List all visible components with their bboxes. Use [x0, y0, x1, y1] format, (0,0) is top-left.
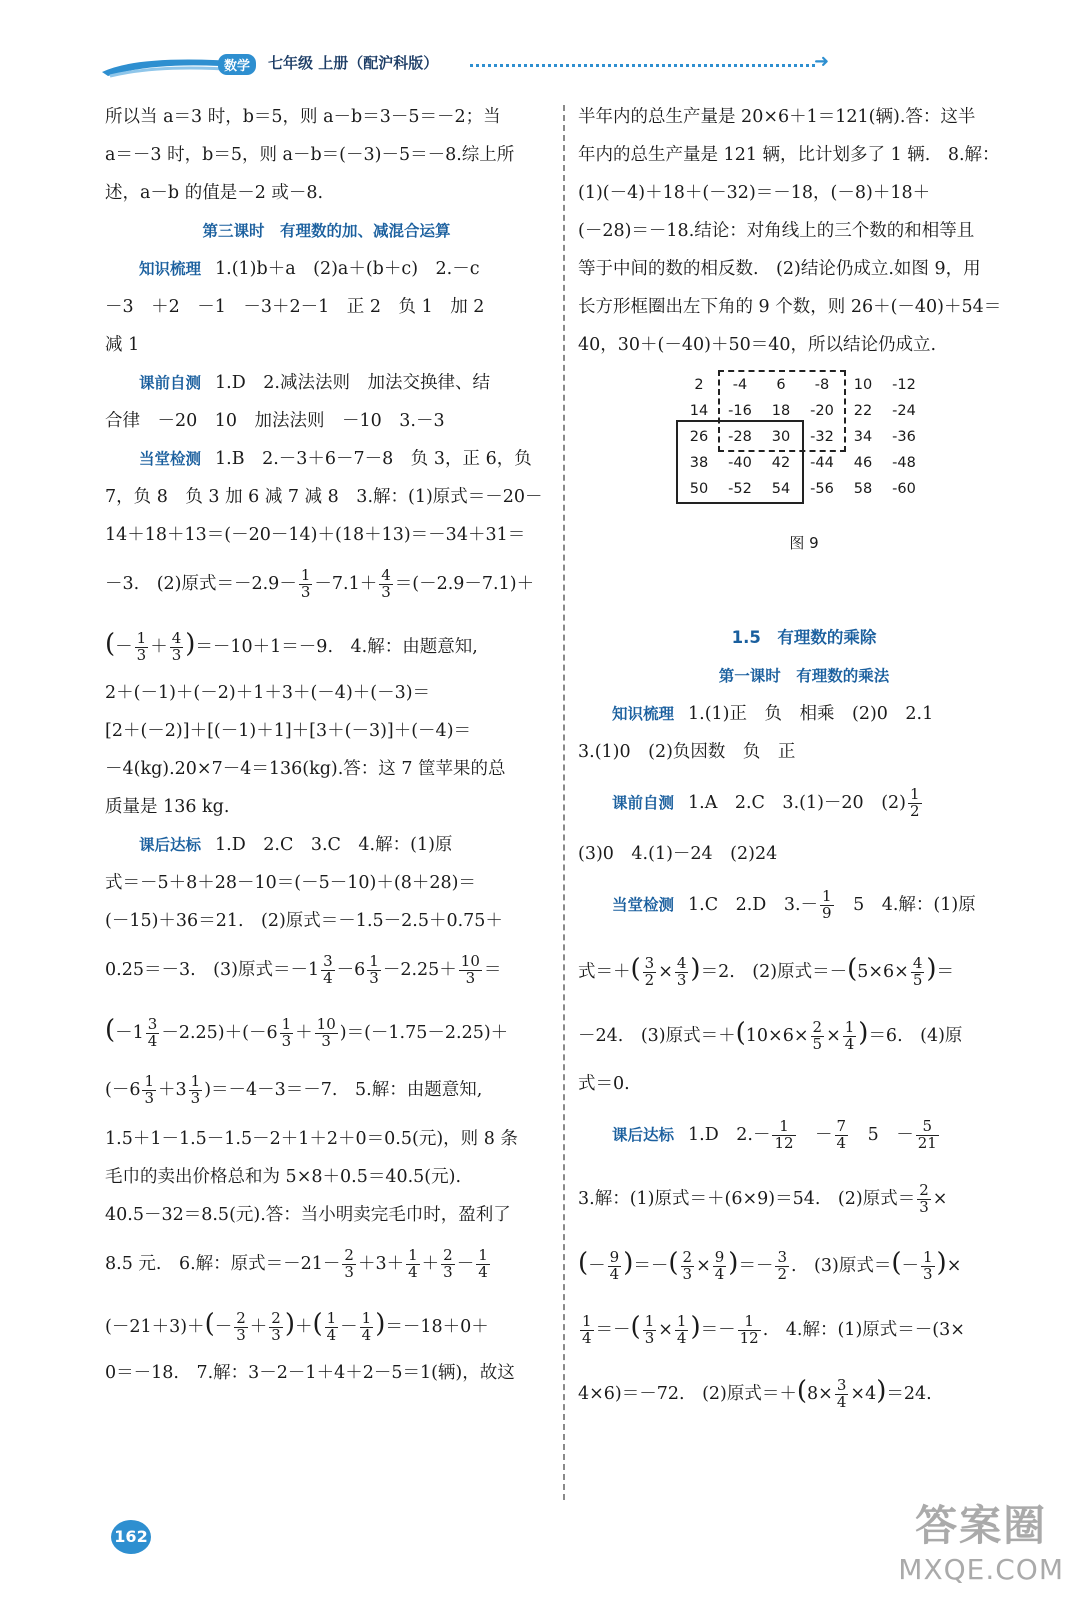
text-line: 述，a－b 的值是－2 或－8.: [105, 183, 324, 203]
subject-badge: 数学: [218, 54, 256, 75]
grid-cell: -60: [892, 481, 916, 497]
math-line: 课前自测 1.A 2.C 3.(1)－20 (2) $\frac{1}{2}$: [578, 771, 1030, 835]
grid-cell: 2: [694, 377, 704, 393]
text-line: 质量是 136 kg.: [105, 797, 230, 817]
grid-cell: -20: [810, 403, 834, 419]
text-line: 课前自测 1.D 2.减法法则 加法交换律、结: [105, 364, 548, 402]
grid-cell: -44: [810, 455, 834, 471]
text-line: 7，负 8 负 3 加 6 减 7 减 8 3.解：(1)原式＝－20－: [105, 487, 543, 507]
math-line: (－1 $\frac{3}{4}$ －2.25)＋(－6 $\frac{1}{3}$ ＋ $\frac{10}{3}$ )＝(－1.75－2.25)＋: [105, 1015, 509, 1050]
grid-cell: -36: [892, 429, 916, 445]
text-line: 毛巾的卖出价格总和为 5×8＋0.5＝40.5(元).: [105, 1167, 462, 1187]
text-line: 知识梳理 1.(1)b＋a (2)a＋(b＋c) 2.－c: [105, 250, 548, 288]
text-line: 知识梳理 1.(1)正 负 相乘 (2)0 2.1: [578, 695, 1030, 733]
section-label: 课前自测: [139, 374, 202, 392]
text-line: 减 1: [105, 335, 140, 355]
text-line: 长方形框圈出左下角的 9 个数，则 26＋(－40)＋54＝: [578, 297, 1002, 317]
figure-9-number-grid: [678, 372, 918, 512]
grid-cell: 50: [689, 481, 709, 497]
grid-cell: -32: [810, 429, 834, 445]
grid-cell: 14: [689, 403, 709, 419]
section-label: 课前自测: [612, 794, 675, 812]
math-line: (－ $\frac{1}{3}$ ＋ $\frac{4}{3}$ )＝－10＋1＝－9. 4.解：由题意知,: [105, 629, 478, 664]
math-line: 8.5 元. 6.解：原式＝－21－ $\frac{2}{3}$ ＋3＋ $\frac{1}{4}$ ＋ $\frac{2}{3}$ － $\frac{1}{4}$: [105, 1246, 488, 1281]
math-line: $\frac{1}{4}$ ＝－( $\frac{1}{3}$ × $\frac{1}{4}$ )＝－ $\frac{1}{12}$ . 4.解：(1)原式＝－(3×: [582, 1312, 965, 1347]
text-line: 1.5＋1－1.5－1.5－2＋1＋2＋0＝0.5(元)，则 8 条: [105, 1129, 518, 1149]
math-line: 当堂检测 1.C 2.D 3.－ $\frac{1}{9}$ 5 4.解：(1)原: [578, 873, 1030, 937]
section-label: 知识梳理: [612, 705, 675, 723]
grid-cell: 58: [853, 481, 873, 497]
text-line: －4(kg).20×7－4＝136(kg).答：这 7 筐苹果的总: [105, 759, 506, 779]
math-line: 4×6)＝－72. (2)原式＝＋(8× $\frac{3}{4}$ ×4)＝24.: [578, 1376, 932, 1411]
page-header: [100, 48, 830, 82]
grid-cell: -28: [728, 429, 752, 445]
grid-cell: 42: [771, 455, 791, 471]
grid-cell: 46: [853, 455, 873, 471]
math-line: (－ $\frac{9}{4}$ )＝－( $\frac{2}{3}$ × $\frac{9}{4}$ )＝－ $\frac{3}{2}$ . (3)原式＝(－ $\frac{1}{3}$ )×: [578, 1248, 962, 1283]
text-line: [2＋(－2)]＋[(－1)＋1]＋[3＋(－3)]＋(－4)＝: [105, 721, 472, 741]
grid-cell: -40: [728, 455, 752, 471]
grid-cell: 26: [689, 429, 709, 445]
grid-cell: -56: [810, 481, 834, 497]
math-line: (－21＋3)＋(－ $\frac{2}{3}$ ＋ $\frac{2}{3}$ )＋( $\frac{1}{4}$ － $\frac{1}{4}$ )＝－18＋0＋: [105, 1309, 489, 1344]
grid-cell: -4: [732, 377, 748, 393]
grid-cell: 10: [853, 377, 873, 393]
grid-cell: 30: [771, 429, 791, 445]
grid-cell: -52: [728, 481, 752, 497]
text-line: 14＋18＋13＝(－20－14)＋(18＋13)＝－34＋31＝: [105, 525, 526, 545]
grid-cell: -12: [892, 377, 916, 393]
grid-cell: -8: [814, 377, 830, 393]
page-number: 162: [111, 1520, 151, 1554]
grid-cell: 54: [771, 481, 791, 497]
math-line: 式＝＋( $\frac{3}{2}$ × $\frac{4}{3}$ )＝2. (2)原式＝－(5×6× $\frac{4}{5}$ )＝: [578, 954, 955, 989]
text-line: (1)(－4)＋18＋(－32)＝－18，(－8)＋18＋: [578, 183, 931, 203]
watermark-line2: MXQE.COM: [898, 1553, 1064, 1586]
math-line: －3. (2)原式＝－2.9－ $\frac{1}{3}$ －7.1＋ $\frac{4}{3}$ ＝(－2.9－7.1)＋: [105, 566, 535, 601]
text-line: 0＝－18. 7.解：3－2－1＋4＋2－5＝1(辆)，故这: [105, 1363, 515, 1383]
watermark: [898, 1493, 1064, 1586]
grid-cell: 22: [853, 403, 873, 419]
text-line: 所以当 a＝3 时，b＝5，则 a－b＝3－5＝－2；当: [105, 107, 501, 127]
text-line: 等于中间的数的相反数. (2)结论仍成立.如图 9，用: [578, 259, 981, 279]
text-line: 3.(1)0 (2)负因数 负 正: [578, 742, 796, 762]
grid-cell: -48: [892, 455, 916, 471]
section-label: 课后达标: [612, 1126, 675, 1144]
left-column: [105, 98, 548, 1392]
text-line: 年内的总生产量是 121 辆，比计划多了 1 辆. 8.解：: [578, 145, 1000, 165]
figure-caption: 图 9: [789, 534, 819, 552]
grid-cell: 6: [776, 377, 786, 393]
grid-cell: -24: [892, 403, 916, 419]
text-line: 式＝0.: [578, 1074, 630, 1094]
arrow-right-icon: ➜: [814, 51, 830, 72]
right-column: [578, 98, 1030, 1423]
text-line: (－28)＝－18.结论：对角线上的三个数的和相等且: [578, 221, 975, 241]
grid-cell: 38: [689, 455, 709, 471]
column-divider: [563, 105, 565, 1500]
text-line: (－15)＋36＝21. (2)原式＝－1.5－2.5＋0.75＋: [105, 911, 503, 931]
header-dotted-line: [470, 64, 815, 67]
math-line: －24. (3)原式＝＋(10×6× $\frac{2}{5}$ × $\frac{1}{4}$ )＝6. (4)原: [578, 1018, 963, 1053]
section-label: 课后达标: [139, 836, 202, 854]
section-label: 知识梳理: [139, 260, 202, 278]
math-line: (－6 $\frac{1}{3}$ ＋3 $\frac{1}{3}$ )＝－4－3＝－7. 5.解：由题意知,: [105, 1072, 483, 1107]
text-line: 40.5－32＝8.5(元).答：当小明卖完毛巾时，盈利了: [105, 1205, 511, 1225]
math-line: 课后达标 1.D 2.－ $\frac{1}{12}$ － $\frac{7}{4}$ 5 － $\frac{5}{21}$: [578, 1103, 1030, 1167]
math-line: 3.解：(1)原式＝＋(6×9)＝54. (2)原式＝ $\frac{2}{3}$ ×: [578, 1181, 948, 1216]
text-line: 合律 －20 10 加法法则 －10 3.－3: [105, 411, 445, 431]
math-line: 0.25＝－3. (3)原式＝－1 $\frac{3}{4}$ －6 $\frac{1}{3}$ －2.25＋ $\frac{10}{3}$ ＝: [105, 952, 502, 987]
text-line: 半年内的总生产量是 20×6＋1＝121(辆).答：这半: [578, 107, 976, 127]
text-line: 40，30＋(－40)＋50＝40，所以结论仍成立.: [578, 335, 937, 355]
text-line: 2＋(－1)＋(－2)＋1＋3＋(－4)＋(－3)＝: [105, 683, 431, 703]
lesson-title: 第三课时 有理数的加、减混合运算: [202, 222, 451, 240]
text-line: a＝－3 时，b＝5，则 a－b＝(－3)－5＝－8.综上所: [105, 145, 515, 165]
lesson-title: 第一课时 有理数的乘法: [718, 667, 890, 685]
grid-cell: 34: [853, 429, 873, 445]
section-title: 1.5 有理数的乘除: [731, 628, 877, 647]
text-line: －3 ＋2 －1 －3＋2－1 正 2 负 1 加 2: [105, 297, 485, 317]
text-line: 式＝－5＋8＋28－10＝(－5－10)＋(8＋28)＝: [105, 873, 476, 893]
text-line: (3)0 4.(1)－24 (2)24: [578, 844, 778, 864]
grid-cell: -16: [728, 403, 752, 419]
text-line: 课后达标 1.D 2.C 3.C 4.解：(1)原: [105, 826, 548, 864]
section-label: 当堂检测: [139, 450, 202, 468]
text-line: 当堂检测 1.B 2.－3＋6－7－8 负 3，正 6，负: [105, 440, 548, 478]
watermark-line1: 答案圈: [915, 1501, 1048, 1550]
section-label: 当堂检测: [612, 896, 675, 914]
grid-cell: 18: [771, 403, 791, 419]
book-title: 七年级 上册（配沪科版）: [268, 54, 439, 72]
